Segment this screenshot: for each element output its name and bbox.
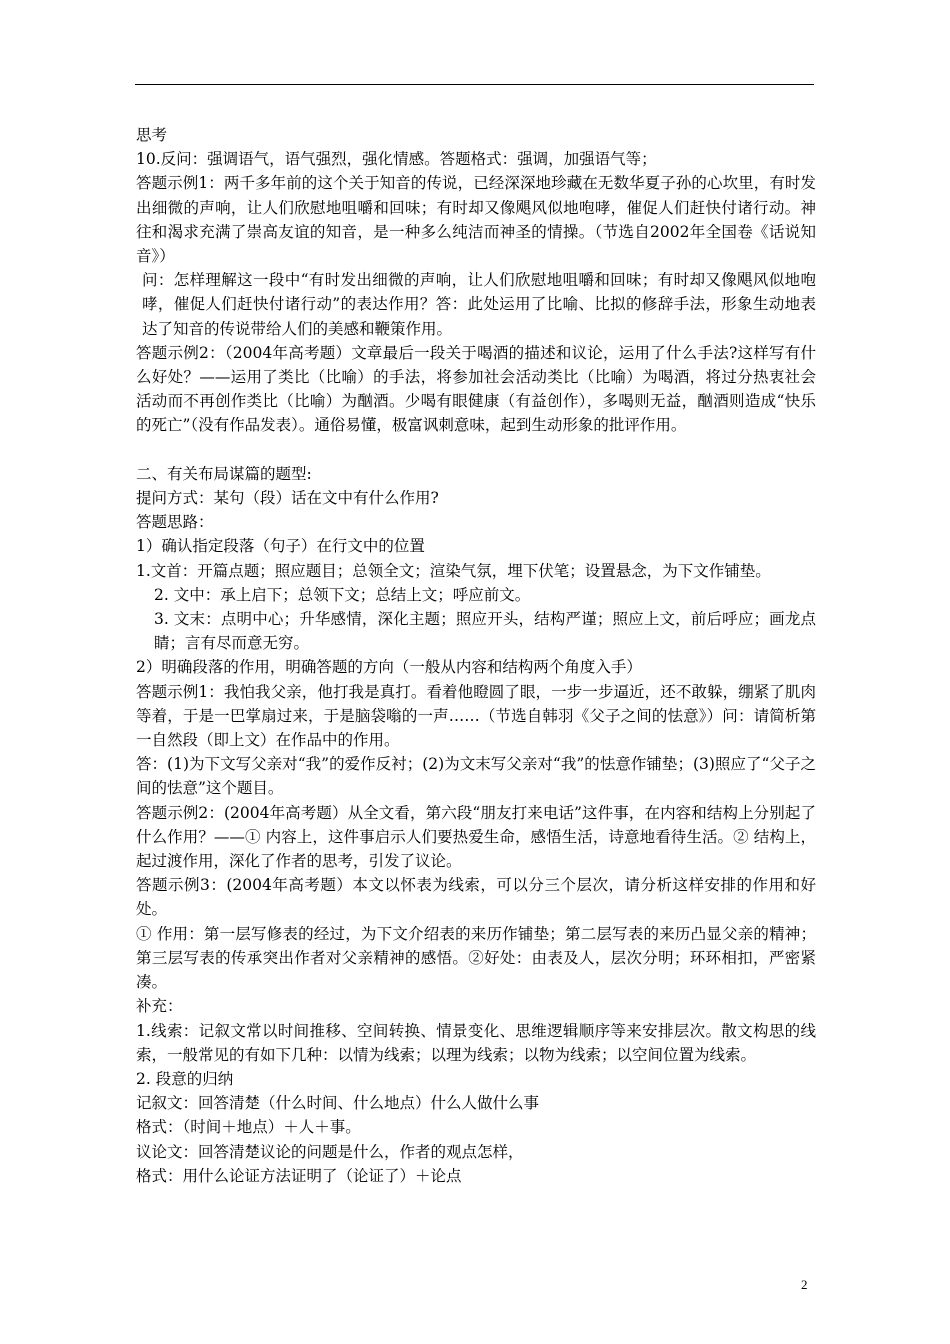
step-2-function: 2）明确段落的作用，明确答题的方向（一般从内容和结构两个角度入手） — [136, 658, 642, 677]
example-1-question-answer: 问：怎样理解这一段中“有时发出细微的声响，让人们欣慰地咀嚼和回味；有时却又像飓风似地咆哮，催促人们赶快付诸行动”的表达作用？答：此处运用了比喻、比拟的修辞手法，形象生动地表达了知音的传说带给人们的美感和鞭策作用。 — [142, 271, 816, 338]
structure-example-2: 答题示例2：(2004年高考题）从全文看，第六段“朋友打来电话”这件事，在内容和结构上分别起了什么作用？——① 内容上，这件事启示人们要热爱生命，感悟生活，诗意地看待生活。② 结构上，起过渡作用，深化了作者的思考，引发了议论。 — [136, 803, 816, 871]
question-form: 提问方式：某句（段）话在文中有什么作用? — [136, 489, 439, 508]
structure-example-1-answer: 答：(1)为下文写父亲对“我”的爱作反衬；(2)为文末写父亲对“我”的怯意作铺垫；(3)照应了“父子之间的怯意”这个题目。 — [136, 755, 816, 798]
position-end: 3. 文末：点明中心；升华感情，深化主题；照应开头，结构严谨；照应上文，前后呼应；画龙点睛；言有尽而意无穷。 — [154, 610, 816, 653]
blank-line — [136, 438, 816, 462]
narrative-summary: 记叙文：回答清楚（什么时间、什么地点）什么人做什么事 — [136, 1094, 540, 1113]
structure-example-1: 答题示例1：我怕我父亲，他打我是真打。看着他瞪圆了眼，一步一步逼近，还不敢躲，绷紧了肌肉等着，于是一巴掌扇过来，于是脑袋嗡的一声……（节选自韩羽《父子之间的怯意》）问：请简析第一自然段（即上文）在作品中的作用。 — [136, 682, 816, 750]
supplement-paragraph-summary: 2. 段意的归纳 — [136, 1069, 234, 1088]
header-rule — [135, 84, 814, 85]
narrative-format: 格式：（时间＋地点）＋人＋事。 — [136, 1118, 361, 1137]
section-heading-thinking: 思考 — [136, 126, 168, 144]
step-1-position: 1）确认指定段落（句子）在行文中的位置 — [136, 537, 425, 556]
position-beginning: 1.文首：开篇点题；照应题目；总领全文；渲染气氛，埋下伏笔；设置悬念，为下文作铺垫。 — [136, 561, 771, 580]
answer-approach-label: 答题思路： — [136, 513, 214, 532]
structure-example-3: 答题示例3：(2004年高考题）本文以怀表为线索，可以分三个层次，请分析这样安排的作用和好处。 — [136, 876, 816, 919]
argumentative-format: 格式：用什么论证方法证明了（论证了）＋论点 — [136, 1166, 462, 1185]
position-middle: 2. 文中：承上启下；总领下文；总结上文；呼应前文。 — [154, 585, 531, 604]
structure-example-3-answer: ① 作用：第一层写修表的经过，为下文介绍表的来历作铺垫；第二层写表的来历凸显父亲的精神；第三层写表的传承突出作者对父亲精神的感悟。②好处：由表及人，层次分明；环环相扣，严密紧凑。 — [136, 924, 816, 992]
supplement-clue: 1.线索：记叙文常以时间推移、空间转换、情景变化、思维逻辑顺序等来安排层次。散文构思的线索，一般常见的有如下几种：以情为线索；以理为线索；以物为线索；以空间位置为线索。 — [136, 1021, 816, 1064]
section-heading-structure: 二、有关布局谋篇的题型: — [136, 464, 312, 483]
page-number: 2 — [801, 1277, 808, 1292]
supplement-label: 补充： — [136, 997, 183, 1016]
rhetorical-question-definition: 10.反问：强调语气，语气强烈，强化情感。答题格式：强调，加强语气等； — [136, 150, 657, 169]
example-2-paragraph: 答题示例2：（2004年高考题）文章最后一段关于喝酒的描述和议论，运用了什么手法?这样写有什么好处？——运用了类比（比喻）的手法，将参加社会活动类比（比喻）为喝酒，将过分热衷社会活动而不再创作类比（比喻）为酗酒。少喝有眼健康（有益创作），多喝则无益，酗酒则造成“快乐的死亡”（没有作品发表）。通俗易懂，极富讽刺意味，起到生动形象的批评作用。 — [136, 343, 816, 435]
document-body — [136, 123, 816, 1188]
example-1-passage: 答题示例1：两千多年前的这个关于知音的传说，已经深深地珍藏在无数华夏子孙的心坎里，有时发出细微的声响，让人们欣慰地咀嚼和回味；有时却又像飓风似地咆哮，催促人们赶快付诸行动。神往和渴求充满了崇高友谊的知音，是一种多么纯洁而神圣的情操。（节选自2002年全国卷《话说知音》） — [136, 174, 816, 266]
argumentative-summary: 议论文：回答清楚议论的问题是什么，作者的观点怎样， — [136, 1142, 524, 1161]
